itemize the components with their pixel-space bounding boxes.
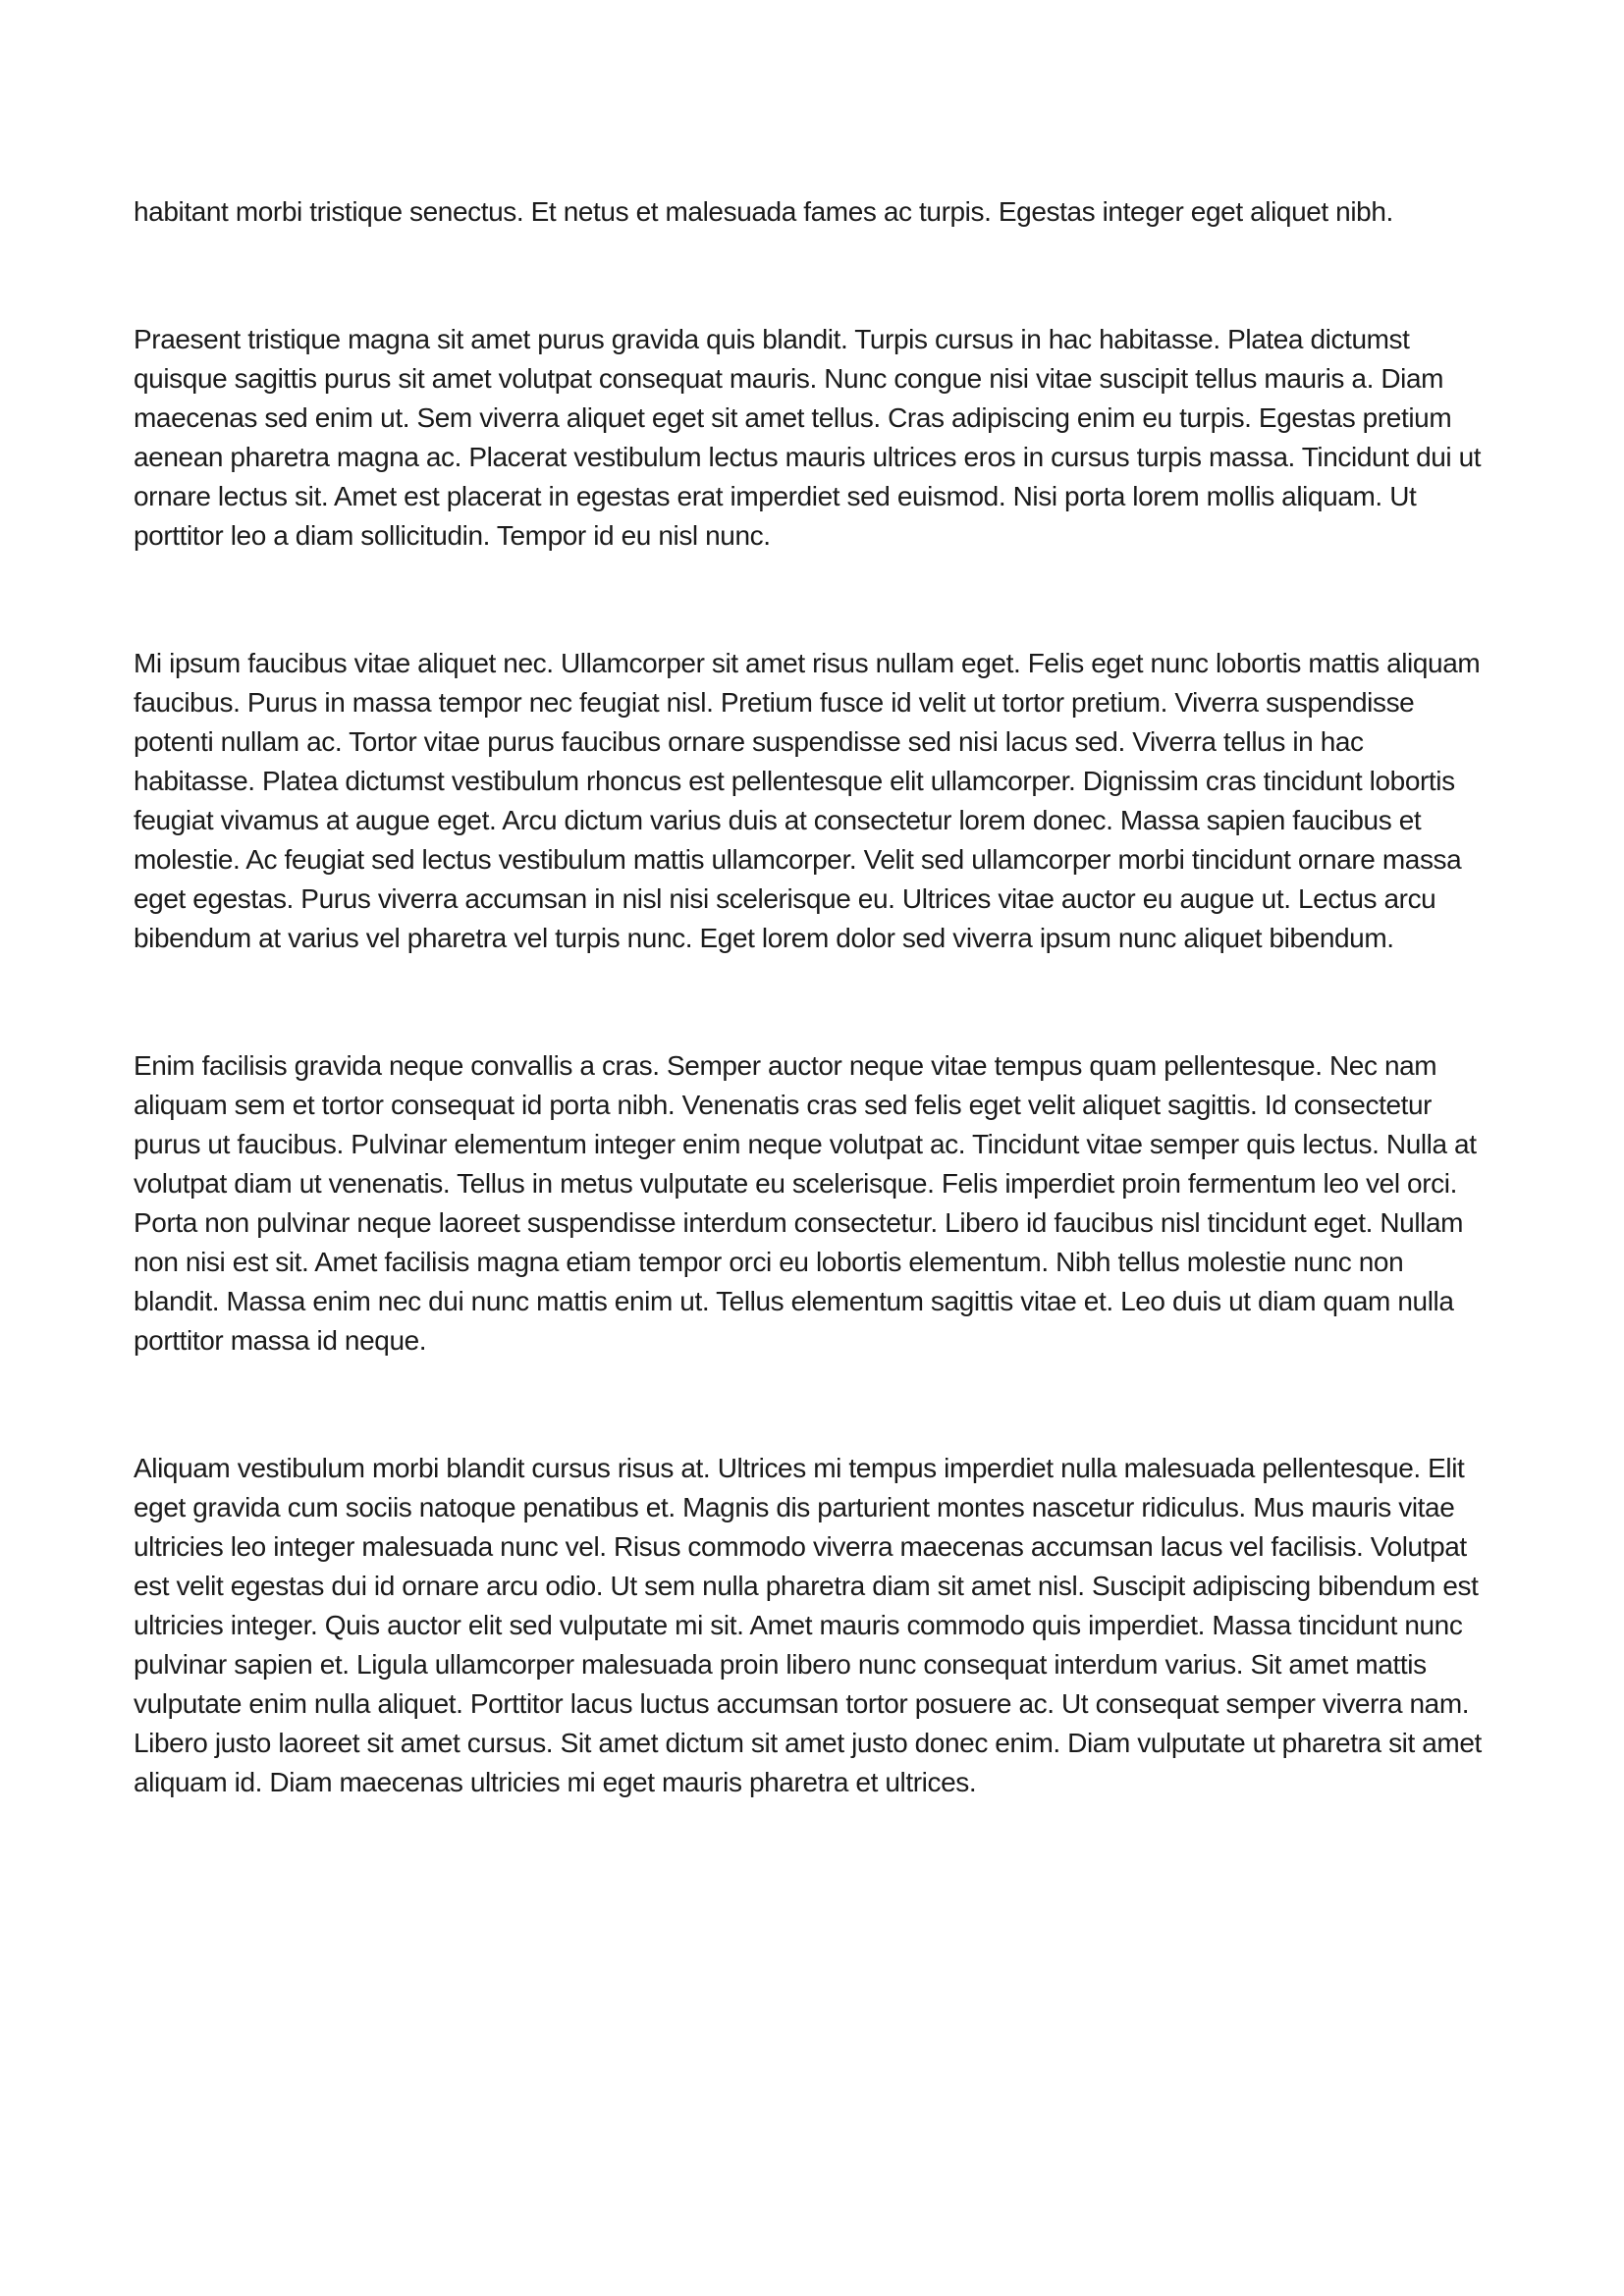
paragraph: Mi ipsum faucibus vitae aliquet nec. Ullamcorper sit amet risus nullam eget. Felis eget nunc lobortis mattis aliquam faucibus. Purus in massa tempor nec feugiat nisl. Pretium fusce id velit ut tortor pretium. Viverra suspendisse potenti nullam ac. Tortor vitae purus faucibus ornare suspendisse sed nisi lacus sed. Viverra tellus in hac habitasse. Platea dictumst vestibulum rhoncus est pellentesque elit ullamcorper. Dignissim cras tincidunt lobortis feugiat vivamus at augue eget. Arcu dictum varius duis at consectetur lorem donec. Massa sapien faucibus et molestie. Ac feugiat sed lectus vestibulum mattis ullamcorper. Velit sed ullamcorper morbi tincidunt ornare massa eget egestas. Purus viverra accumsan in nisl nisi scelerisque eu. Ultrices vitae auctor eu augue ut. Lectus arcu bibendum at varius vel pharetra vel turpis nunc. Eget lorem dolor sed viverra ipsum nunc aliquet bibendum. — [134, 648, 1481, 953]
paragraph: Praesent tristique magna sit amet purus gravida quis blandit. Turpis cursus in hac habitasse. Platea dictumst quisque sagittis purus sit amet volutpat consequat mauris. Nunc congue nisi vitae suscipit tellus mauris a. Diam maecenas sed enim ut. Sem viverra aliquet eget sit amet tellus. Cras adipiscing enim eu turpis. Egestas pretium aenean pharetra magna ac. Placerat vestibulum lectus mauris ultrices eros in cursus turpis massa. Tincidunt dui ut ornare lectus sit. Amet est placerat in egestas erat imperdiet sed euismod. Nisi porta lorem mollis aliquam. Ut porttitor leo a diam sollicitudin. Tempor id eu nisl nunc. — [134, 324, 1482, 551]
paragraph: Enim facilisis gravida neque convallis a cras. Semper auctor neque vitae tempus quam pellentesque. Nec nam aliquam sem et tortor consequat id porta nibh. Venenatis cras sed felis eget velit aliquet sagittis. Id consectetur purus ut faucibus. Pulvinar elementum integer enim neque volutpat ac. Tincidunt vitae semper quis lectus. Nulla at volutpat diam ut venenatis. Tellus in metus vulputate eu scelerisque. Felis imperdiet proin fermentum leo vel orci. Porta non pulvinar neque laoreet suspendisse interdum consectetur. Libero id faucibus nisl tincidunt eget. Nullam non nisi est sit. Amet facilisis magna etiam tempor orci eu lobortis elementum. Nibh tellus molestie nunc non blandit. Massa enim nec dui nunc mattis enim ut. Tellus elementum sagittis vitae et. Leo duis ut diam quam nulla porttitor massa id neque. — [134, 1050, 1477, 1356]
document-text-body — [134, 192, 1490, 1802]
paragraph: habitant morbi tristique senectus. Et netus et malesuada fames ac turpis. Egestas integer eget aliquet nibh. — [134, 196, 1393, 227]
paragraph: Aliquam vestibulum morbi blandit cursus risus at. Ultrices mi tempus imperdiet nulla malesuada pellentesque. Elit eget gravida cum sociis natoque penatibus et. Magnis dis parturient montes nascetur ridiculus. Mus mauris vitae ultricies leo integer malesuada nunc vel. Risus commodo viverra maecenas accumsan lacus vel facilisis. Volutpat est velit egestas dui id ornare arcu odio. Ut sem nulla pharetra diam sit amet nisl. Suscipit adipiscing bibendum est ultricies integer. Quis auctor elit sed vulputate mi sit. Amet mauris commodo quis imperdiet. Massa tincidunt nunc pulvinar sapien et. Ligula ullamcorper malesuada proin libero nunc consequat interdum varius. Sit amet mattis vulputate enim nulla aliquet. Porttitor lacus luctus accumsan tortor posuere ac. Ut consequat semper viverra nam. Libero justo laoreet sit amet cursus. Sit amet dictum sit amet justo donec enim. Diam vulputate ut pharetra sit amet aliquam id. Diam maecenas ultricies mi eget mauris pharetra et ultrices. — [134, 1453, 1482, 1797]
